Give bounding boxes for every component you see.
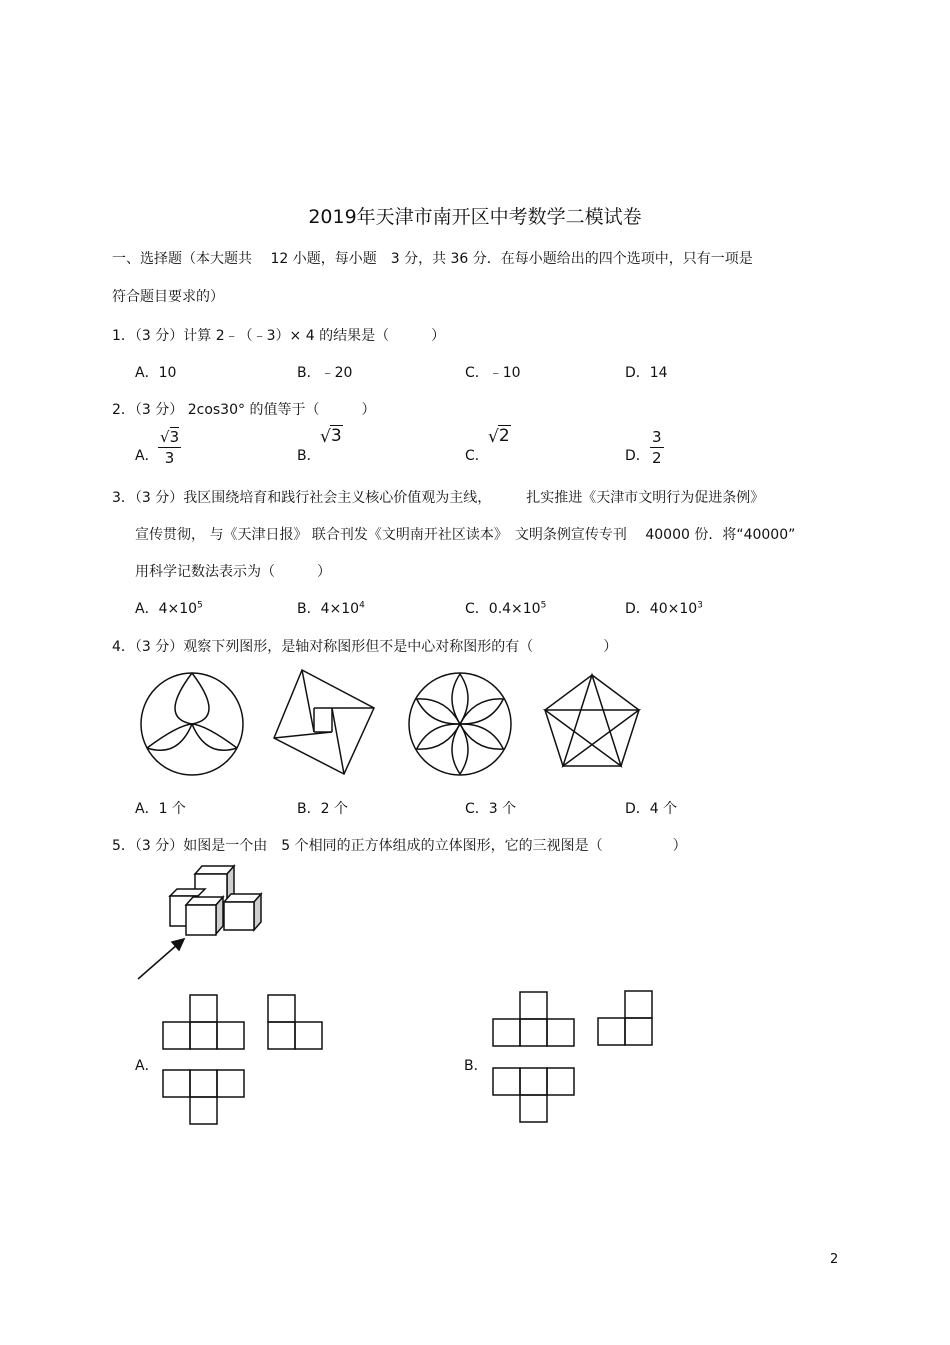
q3-stem-line1: 3．（3 分）我区围绕培育和践行社会主义核心价值观为主线， 扎实推进《天津市文明行为促进条例》 xyxy=(112,490,765,506)
q1-option-a: A．10 xyxy=(135,365,177,381)
q3-option-a: A．$4\times 10^5$ xyxy=(135,600,203,617)
q5-option-b-views xyxy=(492,990,657,1126)
figure-3d-cubes xyxy=(132,862,272,984)
q1-option-c: C．﹣10 xyxy=(465,365,521,381)
figure-pinwheel-square xyxy=(272,668,376,776)
q5-option-a-label: A． xyxy=(135,1058,159,1074)
page-number: 2 xyxy=(830,1252,839,1267)
q5-stem: 5．（3 分）如图是一个由 5 个相同的正方体组成的立体图形，它的三视图是（ ） xyxy=(112,838,687,854)
q4-stem: 4．（3 分）观察下列图形，是轴对称图形但不是中心对称图形的有（ ） xyxy=(112,639,618,655)
q4-option-b: B．2 个 xyxy=(297,801,348,817)
q1-option-d: D．14 xyxy=(625,365,668,381)
q5-option-a-views xyxy=(162,994,324,1126)
sqrt-symbol: √ xyxy=(160,428,170,446)
q3-option-c: C．$0.4\times 10^5$ xyxy=(465,600,547,617)
q2-option-c-label: C． xyxy=(465,448,489,464)
denominator: 3 xyxy=(164,449,175,467)
numerator: 3 xyxy=(652,428,662,446)
q5-option-b-label: B． xyxy=(464,1058,488,1074)
q3-option-d: D．$40\times 10^3$ xyxy=(625,600,703,617)
radicand: 3 xyxy=(330,426,342,446)
sqrt-symbol: √ xyxy=(320,427,331,447)
q3-stem-line2: 宣传贯彻， 与《天津日报》 联合刊发《文明南开社区读本》 文明条例宣传专刊 40000 份．将“40000” xyxy=(135,527,796,543)
q3-option-b: B．$4\times 10^4$ xyxy=(297,600,365,617)
q1-option-b: B．﹣20 xyxy=(297,365,353,381)
q2-stem: 2．（3 分） 2cos30° 的值等于（ ） xyxy=(112,402,376,418)
figure-pentagon-star xyxy=(542,672,642,772)
q4-option-c: C．3 个 xyxy=(465,801,517,817)
q2-option-b-radical xyxy=(320,426,343,446)
q2-option-d-label: D． xyxy=(625,448,650,464)
q4-option-a: A．1 个 xyxy=(135,801,186,817)
q2-option-c-radical xyxy=(488,426,511,446)
page-title: 2019年天津市南开区中考数学二模试卷 xyxy=(308,206,642,228)
radicand: 2 xyxy=(498,426,510,446)
q2-option-a-fraction xyxy=(158,430,181,466)
denominator: 2 xyxy=(652,449,662,467)
q4-option-d: D．4 个 xyxy=(625,801,678,817)
q1-stem: 1．（3 分）计算 2﹣（﹣3）× 4 的结果是（ ） xyxy=(112,328,446,344)
section-heading-line1: 一、选择题（本大题共 12 小题，每小题 3 分，共 36 分．在每小题给出的四个选项中，只有一项是 xyxy=(112,251,753,267)
section-heading-line2: 符合题目要求的） xyxy=(112,289,224,305)
q2-option-b-label: B． xyxy=(297,448,321,464)
q3-stem-line3: 用科学记数法表示为（ ） xyxy=(135,564,331,580)
figure-circle-three-arcs xyxy=(138,670,246,778)
figure-circle-six-petals xyxy=(406,670,514,778)
q2-option-d-fraction xyxy=(650,430,664,466)
q2-option-a-label: A． xyxy=(135,448,159,464)
radicand: 3 xyxy=(169,428,180,446)
sqrt-symbol: √ xyxy=(488,427,499,447)
